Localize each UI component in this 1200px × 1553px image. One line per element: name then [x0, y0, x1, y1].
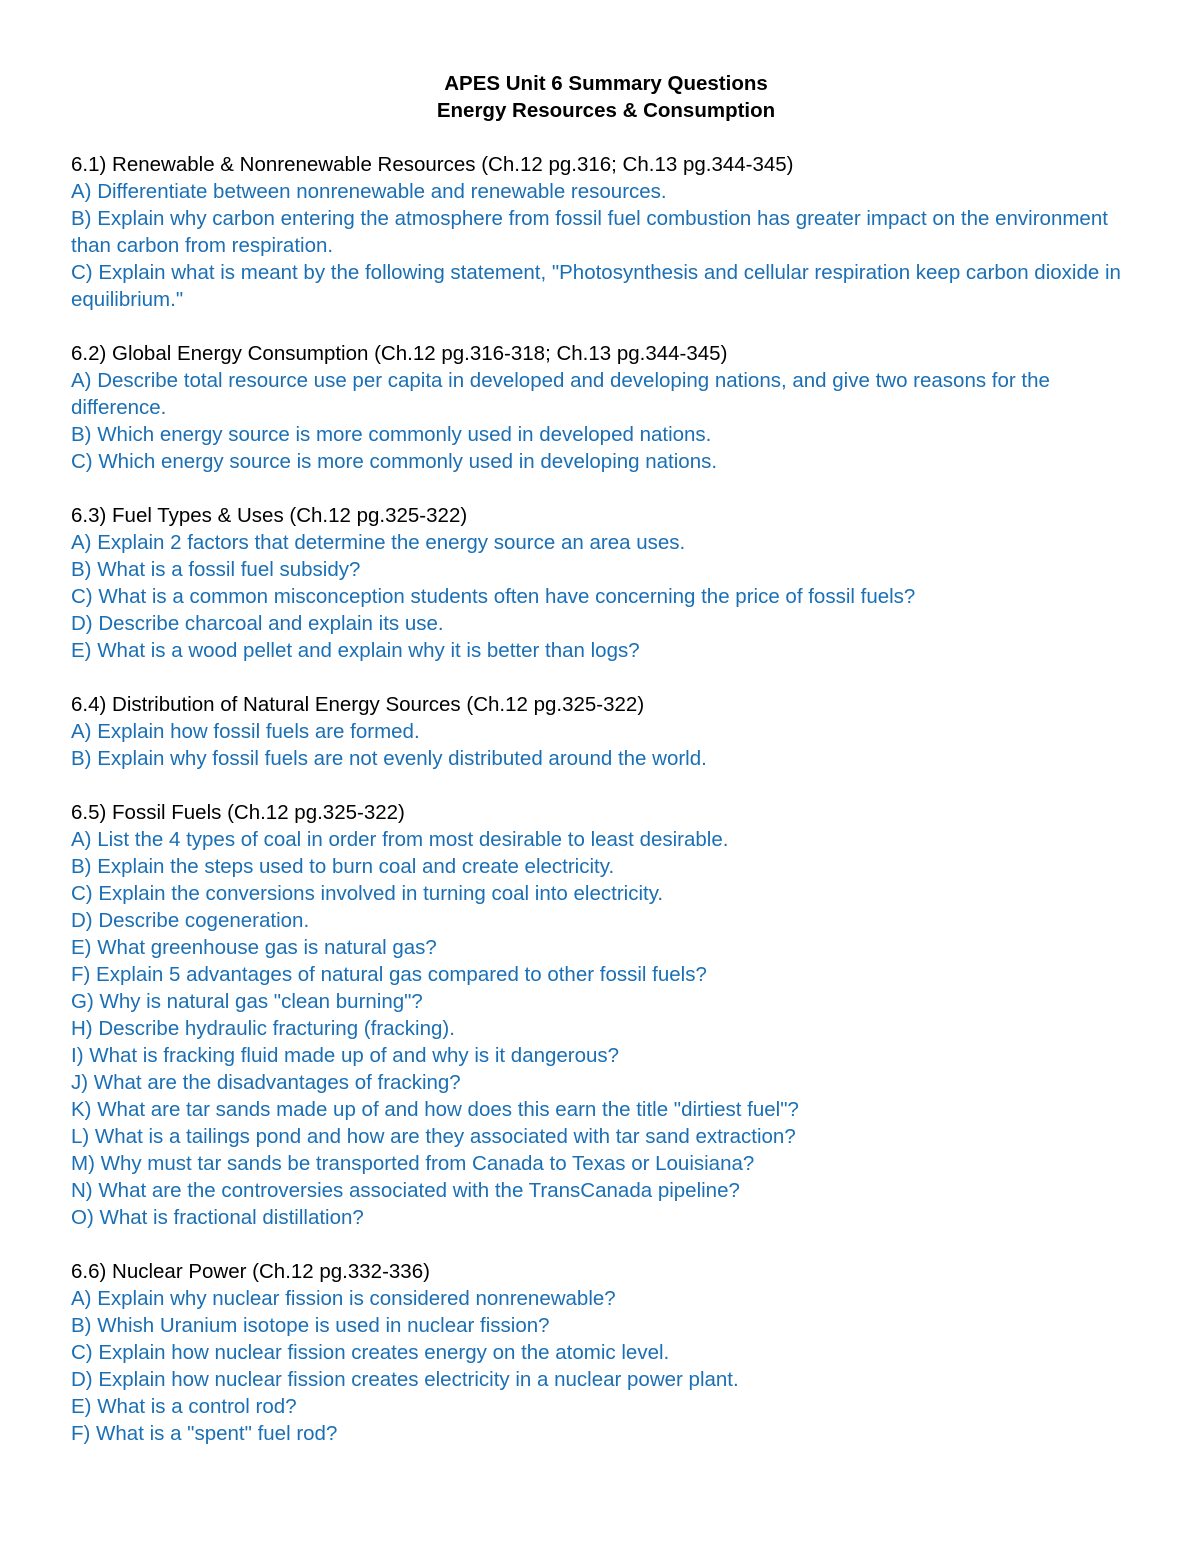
question-item: C) Explain what is meant by the following statement, "Photosynthesis and cellular respiration keep carbon dioxide in equilibrium.": [71, 261, 1121, 311]
section-heading: 6.4) Distribution of Natural Energy Sources (Ch.12 pg.325-322): [71, 693, 645, 716]
question-item: B) Explain the steps used to burn coal and create electricity.: [71, 855, 615, 878]
question-item: E) What is a wood pellet and explain why it is better than logs?: [71, 639, 640, 662]
document-subtitle: Energy Resources & Consumption: [436, 99, 776, 122]
question-item: F) Explain 5 advantages of natural gas compared to other fossil fuels?: [71, 963, 707, 986]
question-item: F) What is a "spent" fuel rod?: [71, 1422, 338, 1445]
question-item: D) Describe cogeneration.: [71, 909, 310, 932]
question-item: A) Differentiate between nonrenewable and renewable resources.: [71, 180, 667, 203]
document-page: [71, 70, 1141, 1474]
title-block: [71, 70, 1141, 124]
section-heading: 6.5) Fossil Fuels (Ch.12 pg.325-322): [71, 801, 405, 824]
question-item: J) What are the disadvantages of fracking?: [71, 1071, 461, 1094]
question-item: A) List the 4 types of coal in order from most desirable to least desirable.: [71, 828, 729, 851]
question-item: B) Explain why carbon entering the atmosphere from fossil fuel combustion has greater impact on the environment than carbon from respiration.: [71, 207, 1108, 257]
question-item: K) What are tar sands made up of and how does this earn the title "dirtiest fuel"?: [71, 1098, 799, 1121]
question-item: A) Describe total resource use per capita in developed and developing nations, and give two reasons for the difference.: [71, 369, 1050, 419]
question-item: E) What greenhouse gas is natural gas?: [71, 936, 437, 959]
question-item: H) Describe hydraulic fracturing (fracking).: [71, 1017, 455, 1040]
section-2: [71, 340, 1141, 475]
question-item: A) Explain how fossil fuels are formed.: [71, 720, 420, 743]
section-heading: 6.3) Fuel Types & Uses (Ch.12 pg.325-322): [71, 504, 468, 527]
question-item: A) Explain why nuclear fission is considered nonrenewable?: [71, 1287, 616, 1310]
question-list: [71, 529, 1141, 664]
section-heading: 6.6) Nuclear Power (Ch.12 pg.332-336): [71, 1260, 430, 1283]
question-item: O) What is fractional distillation?: [71, 1206, 364, 1229]
section-1: [71, 151, 1141, 313]
question-item: I) What is fracking fluid made up of and why is it dangerous?: [71, 1044, 620, 1067]
question-item: E) What is a control rod?: [71, 1395, 297, 1418]
sections-container: [71, 151, 1141, 1447]
question-item: B) Whish Uranium isotope is used in nuclear fission?: [71, 1314, 550, 1337]
document-title: APES Unit 6 Summary Questions: [444, 72, 768, 95]
section-3: [71, 502, 1141, 664]
question-list: [71, 367, 1141, 475]
section-heading: 6.1) Renewable & Nonrenewable Resources (Ch.12 pg.316; Ch.13 pg.344-345): [71, 153, 794, 176]
section-4: [71, 691, 1141, 772]
question-item: B) Explain why fossil fuels are not evenly distributed around the world.: [71, 747, 707, 770]
question-item: B) What is a fossil fuel subsidy?: [71, 558, 361, 581]
section-heading: 6.2) Global Energy Consumption (Ch.12 pg.316-318; Ch.13 pg.344-345): [71, 342, 728, 365]
question-list: [71, 718, 1141, 772]
question-list: [71, 1285, 1141, 1447]
question-item: C) Which energy source is more commonly used in developing nations.: [71, 450, 718, 473]
question-item: B) Which energy source is more commonly used in developed nations.: [71, 423, 712, 446]
question-item: D) Describe charcoal and explain its use.: [71, 612, 444, 635]
question-item: C) Explain the conversions involved in turning coal into electricity.: [71, 882, 664, 905]
question-item: N) What are the controversies associated with the TransCanada pipeline?: [71, 1179, 740, 1202]
question-item: M) Why must tar sands be transported from Canada to Texas or Louisiana?: [71, 1152, 755, 1175]
question-item: D) Explain how nuclear fission creates electricity in a nuclear power plant.: [71, 1368, 739, 1391]
question-item: C) What is a common misconception students often have concerning the price of fossil fuels?: [71, 585, 916, 608]
question-item: C) Explain how nuclear fission creates energy on the atomic level.: [71, 1341, 670, 1364]
question-item: G) Why is natural gas "clean burning"?: [71, 990, 423, 1013]
question-item: A) Explain 2 factors that determine the energy source an area uses.: [71, 531, 686, 554]
question-item: L) What is a tailings pond and how are they associated with tar sand extraction?: [71, 1125, 796, 1148]
section-6: [71, 1258, 1141, 1447]
question-list: [71, 178, 1141, 313]
section-5: [71, 799, 1141, 1231]
question-list: [71, 826, 1141, 1231]
